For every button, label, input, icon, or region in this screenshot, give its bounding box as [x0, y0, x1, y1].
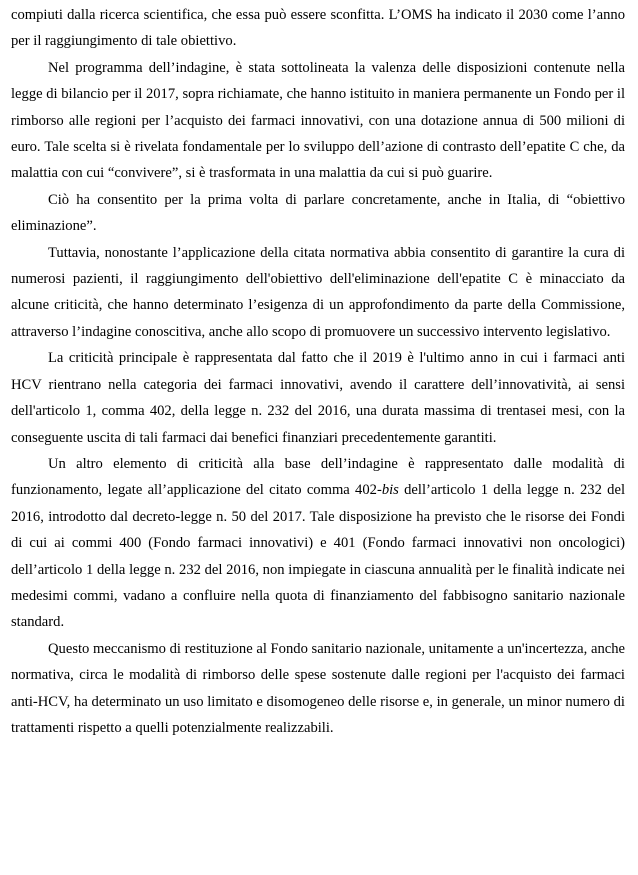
paragraph-1-continuation [11, 2, 625, 55]
paragraph-text: dell’articolo 1 della legge n. 232 del 2016, introdotto dal decreto-legge n. 50 del 2017. Tale disposizione ha previsto che le risorse dei Fondi di cui ai commi 400 (Fondo farmaci innovativi) e 401 (Fondo farmaci innovativi non oncologici) dell’articolo 1 della legge n. 232 del 2016, non impiegate in ciascuna annualità per le finalità indicate nei medesimi commi, vadano a confluire nella quota di finanziamento del fabbisogno sanitario nazionale standard. [11, 482, 626, 631]
paragraph-5 [11, 345, 625, 451]
paragraph-7 [11, 636, 625, 742]
paragraph-text: Ciò ha consentito per la prima volta di parlare concretamente, anche in Italia, di “obiettivo eliminazione”. [11, 191, 625, 235]
paragraph-text: Nel programma dell’indagine, è stata sottolineata la valenza delle disposizioni contenute nella legge di bilancio per il 2017, sopra richiamate, che hanno istituito in maniera permanente un Fondo per il rimborso alle regioni per l’acquisto dei farmaci innovativi, con una dotazione annua di 500 milioni di euro. Tale scelta si è rivelata fondamentale per lo sviluppo dell’azione di contrasto dell’epatite C che, da malattia con cui “convivere”, si è trasformata in una malattia da cui si può guarire. [11, 59, 625, 182]
paragraph-text: compiuti dalla ricerca scientifica, che essa può essere sconfitta. L’OMS ha indicato il 2030 come l’anno per il raggiungimento di tale obiettivo. [11, 7, 625, 50]
paragraph-3 [11, 187, 625, 240]
paragraph-text: Un altro elemento di criticità alla base dell’indagine è rappresentato dalle modalità di funzionamento, legate all’applicazione del citato comma 402- [11, 455, 625, 499]
paragraph-6 [11, 451, 625, 636]
body-text [11, 2, 625, 741]
paragraph-text: Questo meccanismo di restituzione al Fondo sanitario nazionale, unitamente a un'incertezza, anche normativa, circa le modalità di rimborso delle spese sostenute dalle regioni per l'acquisto dei farmaci anti-HCV, ha determinato un uso limitato e disomogeneo delle risorse e, in generale, un minor numero di trattamenti rispetto a quelli potenzialmente realizzabili. [11, 640, 625, 736]
paragraph-text: La criticità principale è rappresentata dal fatto che il 2019 è l'ultimo anno in cui i farmaci anti HCV rientrano nella categoria dei farmaci innovativi, avendo il carattere dell’innovatività, ai sensi dell'articolo 1, comma 402, della legge n. 232 del 2016, una durata massima di trentasei mesi, con la conseguente uscita di tali farmaci dai benefici finanziari precedentemente garantiti. [11, 350, 625, 446]
italic-term: bis [381, 482, 399, 499]
paragraph-4 [11, 240, 625, 346]
paragraph-2 [11, 55, 625, 187]
paragraph-text: Tuttavia, nonostante l’applicazione della citata normativa abbia consentito di garantire la cura di numerosi pazienti, il raggiungimento dell'obiettivo dell'eliminazione dell'epatite C è minacciato da alcune criticità, che hanno determinato l’esigenza di un approfondimento da parte della Commissione, attraverso l’indagine conoscitiva, anche allo scopo di promuovere un successivo intervento legislativo. [11, 244, 625, 340]
